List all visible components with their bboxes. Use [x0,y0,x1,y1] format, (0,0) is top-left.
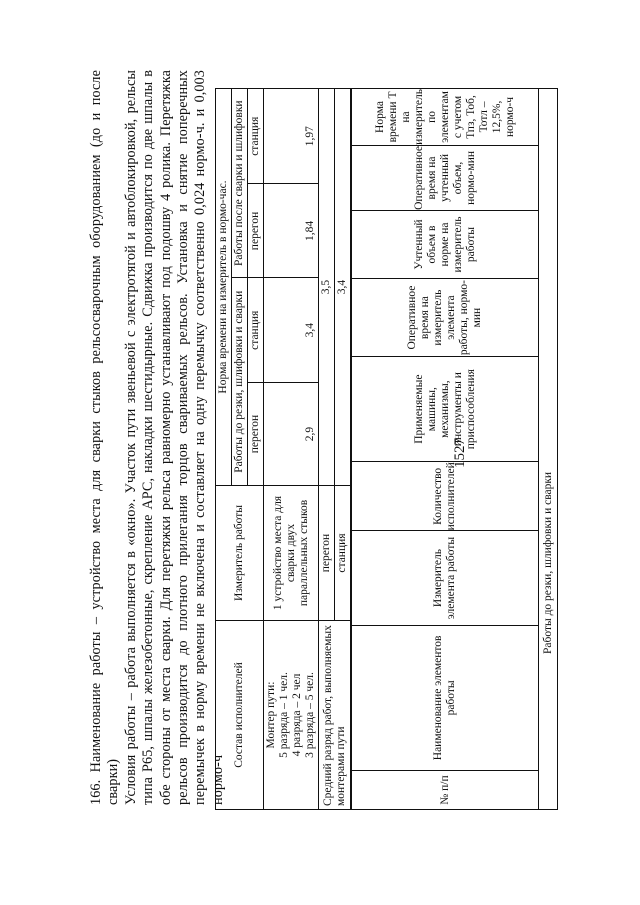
meter-cell: 1 устройство места для сварки двух параллельных стыков [264,486,319,621]
staff-line: 5 разряда – 1 чел. [278,672,290,758]
before-station-header: станция [248,278,264,383]
before-welding-header: Работы до резки, шлифовки и сварки [232,278,248,486]
col-volume-header: Учтенный объем в норме на измеритель работы [352,210,539,278]
after-station-header: станция [248,89,264,184]
avg-peregon-label: перегон [319,486,335,621]
avg-station-label: станция [335,486,351,621]
avg-grade-label: Средний разряд работ, выполняемых монтерами пути [319,621,351,810]
col-count-header: Количество исполнителей [352,462,539,531]
staff-line: 3 разряда – 5 чел. [304,672,316,758]
after-peregon-header: перегон [248,184,264,278]
work-description [88,70,227,805]
col-meter-header: Измеритель элемента работы [352,531,539,625]
col-name-header: Наименование элементов работы [352,625,539,770]
after-welding-header: Работы после сварки и шлифовки [232,89,248,278]
before-peregon-value: 2,9 [264,383,319,486]
meter-header: Измеритель работы [216,486,264,621]
staff-cell [264,621,319,810]
staff-line: Монтер пути: [265,681,277,749]
col-oper-volume-header: Оперативное время на учтенный объем, нормо-мин [352,145,539,210]
time-norm-table [215,88,351,810]
work-heading: 166. Наименование работы – устройство места для сварки стыков рельсосварочным оборудованием (до и после сварки) [88,70,122,805]
before-station-value: 3,4 [264,278,319,383]
page-number: 1527 [452,438,468,468]
col-norm-t-header: Норма времени Т на измеритель по элементам с учетом Тпз, Тоб, Тотл – 12,5%, нормо-ч [352,89,539,146]
before-peregon-header: перегон [248,383,264,486]
col-number-header: № п/п [352,771,539,810]
after-station-value: 1,97 [264,89,319,184]
after-peregon-value: 1,84 [264,184,319,278]
work-conditions: Условия работы – работа выполняется в «окно». Участок пути звеньевой с электротягой и автоблокировкой, рельсы типа Р65, шпалы железобетонные, скрепление АРС, накладки шестидырные. Сдвижка производится по две шпалы в обе стороны от места сварки. Для перетяжки рельса равномерно устанавливают под подошву 4 ролика. Перетяжка рельсов производится до плотного прилегания торцов свариваемых рельсов. Установка и снятие поперечных перемычек в норму времени не включена и составляет на одну перемычку соответственно 0,024 нормо-ч. и 0,003 нормо-ч [122,70,226,805]
staff-header: Состав исполнителей [216,621,264,810]
avg-station-value: 3,4 [335,89,351,486]
norm-header: Норма времени на измеритель в нормо-час. [216,89,232,486]
col-oper-time-header: Оперативное время на измеритель элемента работы, нормо-мин [352,279,539,357]
section-row: Работы до резки, шлифовки и сварки [539,89,558,810]
avg-peregon-value: 3,5 [319,89,335,486]
col-machines-header: Применяемые машины, механизмы, инструменты и приспособления [352,357,539,462]
staff-line: 4 разряда – 2 чел [291,673,303,757]
work-elements-table [351,88,558,810]
